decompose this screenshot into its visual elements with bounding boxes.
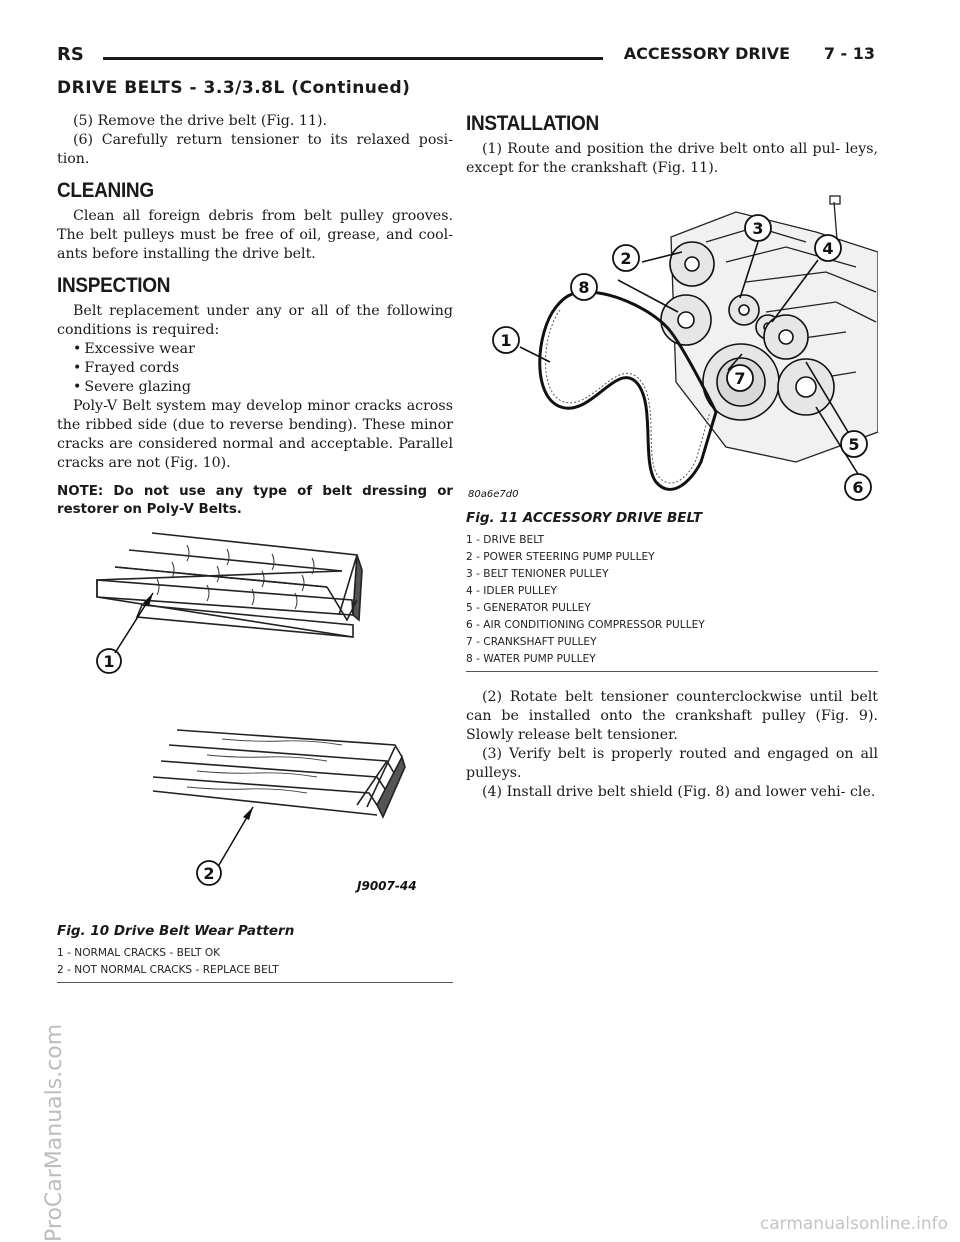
install-step-3: (3) Verify belt is properly routed and engaged on all pulleys. bbox=[466, 746, 878, 781]
callout-1-badge bbox=[493, 327, 519, 353]
legend-item: 3 - BELT TENIONER PULLEY bbox=[466, 568, 609, 580]
legend-item: 5 - GENERATOR PULLEY bbox=[466, 602, 591, 614]
callout-1-badge bbox=[97, 649, 121, 673]
figure-10-legend bbox=[57, 945, 453, 979]
figure-10 bbox=[57, 525, 453, 983]
callout-7-badge bbox=[727, 365, 753, 391]
figure-10-rule bbox=[57, 982, 453, 983]
callout-5-label: 5 bbox=[848, 435, 860, 454]
footer-watermark-link[interactable]: carmanualsonline.info bbox=[759, 1214, 948, 1234]
callout-1-label: 1 bbox=[500, 331, 512, 350]
figure-11-title: Fig. 11 ACCESSORY DRIVE BELT bbox=[466, 510, 703, 526]
callout-2-badge bbox=[613, 245, 639, 271]
callout-6-label: 6 bbox=[852, 478, 864, 497]
callout-1-label: 1 bbox=[103, 652, 115, 671]
section-subheading: DRIVE BELTS - 3.3/3.8L (Continued) bbox=[57, 78, 411, 98]
belt-wear-illustration bbox=[57, 525, 453, 915]
header-page-number: 7 - 13 bbox=[823, 44, 875, 63]
callout-3-label: 3 bbox=[752, 219, 764, 238]
right-column bbox=[466, 112, 878, 802]
figure-11 bbox=[466, 182, 878, 672]
bullet-item: • Excessive wear bbox=[73, 340, 453, 359]
install-step-4: (4) Install drive belt shield (Fig. 8) and lower vehi- cle. bbox=[482, 784, 876, 800]
figure-11-rule bbox=[466, 671, 878, 672]
callout-5-badge bbox=[841, 431, 867, 457]
bullet-item: • Severe glazing bbox=[73, 378, 453, 397]
callout-6-badge bbox=[845, 474, 871, 500]
callout-4-label: 4 bbox=[822, 239, 834, 258]
step-5: (5) Remove the drive belt (Fig. 11). bbox=[73, 113, 328, 129]
legend-item: 8 - WATER PUMP PULLEY bbox=[466, 653, 596, 665]
header-rule bbox=[103, 57, 603, 60]
legend-item: 1 - DRIVE BELT bbox=[466, 534, 545, 546]
header-section-title: ACCESSORY DRIVE bbox=[623, 44, 790, 63]
inspection-text: Poly-V Belt system may develop minor cracks across the ribbed side (due to reverse bending). These minor cracks are considered normal and acceptable. Parallel cracks are not (Fig. 10). bbox=[57, 398, 453, 471]
inspection-bullets bbox=[57, 340, 453, 397]
install-step-2: (2) Rotate belt tensioner counterclockwise until belt can be installed onto the crankshaft pulley (Fig. 9). Slowly release belt tensioner. bbox=[466, 689, 878, 743]
side-watermark-text: ProCarManuals.com bbox=[42, 1023, 67, 1242]
legend-item: 4 - IDLER PULLEY bbox=[466, 585, 558, 597]
step-6: (6) Carefully return tensioner to its relaxed posi- tion. bbox=[57, 132, 453, 167]
installation-heading: INSTALLATION bbox=[466, 112, 599, 136]
inspection-heading: INSPECTION bbox=[57, 274, 171, 298]
note-text: NOTE: Do not use any type of belt dressing or restorer on Poly-V Belts. bbox=[57, 484, 453, 517]
legend-item: 2 - POWER STEERING PUMP PULLEY bbox=[466, 551, 655, 563]
callout-2-badge bbox=[197, 861, 221, 885]
callout-8-label: 8 bbox=[578, 278, 590, 297]
left-column bbox=[57, 112, 453, 983]
figure-11-legend bbox=[466, 532, 878, 668]
callout-4-badge bbox=[815, 235, 841, 261]
figure-10-title: Fig. 10 Drive Belt Wear Pattern bbox=[57, 923, 295, 939]
callout-2-label: 2 bbox=[620, 249, 632, 268]
callout-7-label: 7 bbox=[734, 369, 746, 388]
accessory-drive-illustration bbox=[466, 182, 878, 502]
header-model-code: RS bbox=[57, 44, 84, 65]
legend-item: 1 - NORMAL CRACKS - BELT OK bbox=[57, 947, 221, 959]
figure-11-code: 80a6e7d0 bbox=[468, 489, 519, 500]
legend-item: 6 - AIR CONDITIONING COMPRESSOR PULLEY bbox=[466, 619, 705, 631]
callout-8-badge bbox=[571, 274, 597, 300]
figure-10-code: J9007-44 bbox=[357, 879, 417, 893]
callout-2-label: 2 bbox=[203, 864, 215, 883]
callout-3-badge bbox=[745, 215, 771, 241]
cleaning-heading: CLEANING bbox=[57, 179, 154, 203]
bullet-item: • Frayed cords bbox=[73, 359, 453, 378]
page-header bbox=[57, 44, 875, 74]
legend-item: 2 - NOT NORMAL CRACKS - REPLACE BELT bbox=[57, 964, 279, 976]
install-step-1: (1) Route and position the drive belt onto all pul- leys, except for the crankshaft (Fig. 11). bbox=[466, 141, 878, 176]
inspection-intro: Belt replacement under any or all of the following conditions is required: bbox=[57, 303, 453, 338]
legend-item: 7 - CRANKSHAFT PULLEY bbox=[466, 636, 597, 648]
cleaning-text: Clean all foreign debris from belt pulley grooves. The belt pulleys must be free of oil, grease, and cool- ants before installing the drive belt. bbox=[57, 208, 453, 262]
